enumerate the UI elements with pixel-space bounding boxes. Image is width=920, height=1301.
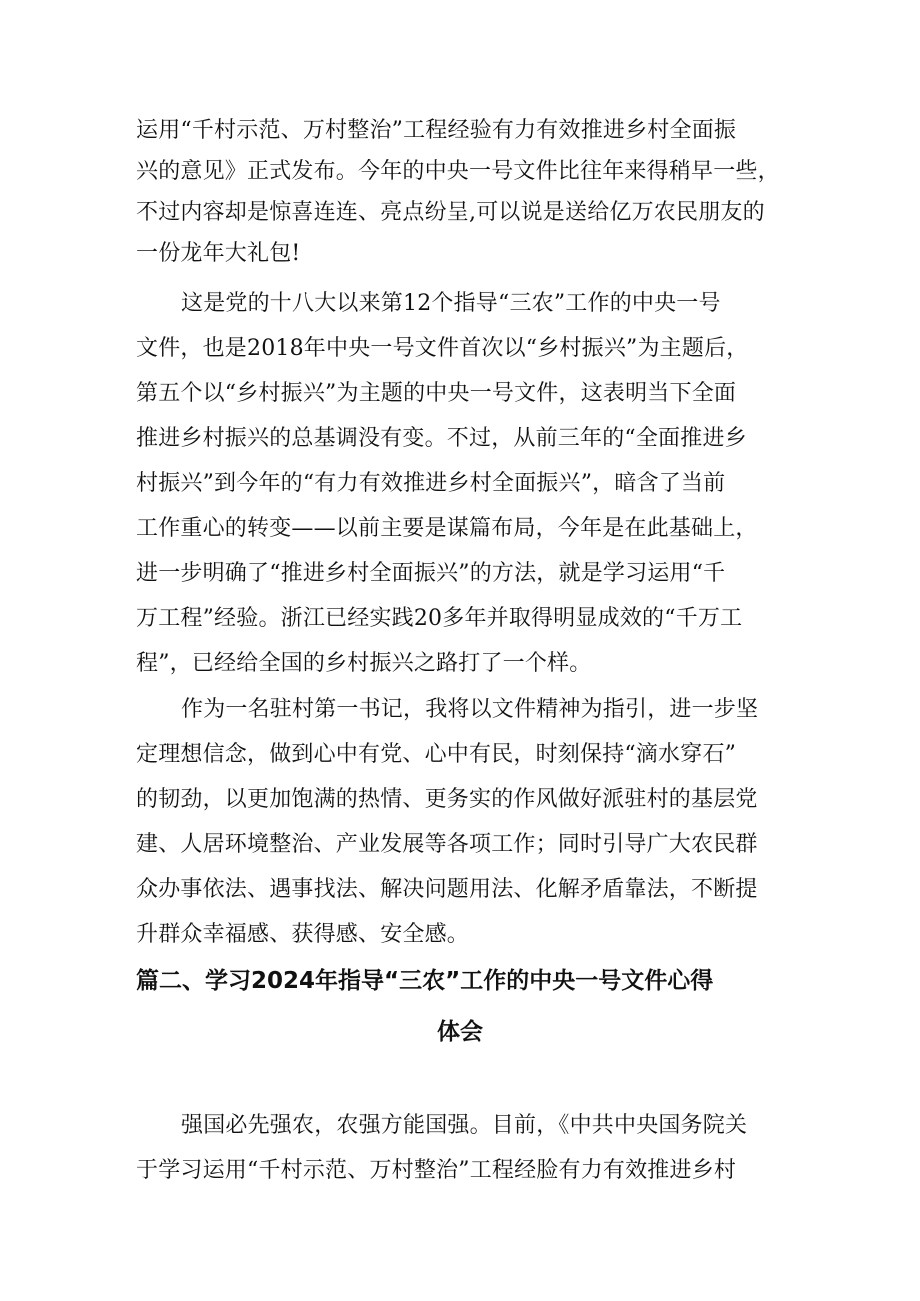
paragraph-line: 兴的意见》正式发布。今年的中央一号文件比往年来得稍早一些，	[136, 159, 780, 184]
paragraph-line: 不过内容却是惊喜连连、亮点纷呈,可以说是送给亿万农民朋友的	[136, 200, 765, 225]
paragraph-line: 工作重心的转变——以前主要是谋篇布局，今年是在此基础上，	[136, 516, 758, 541]
paragraph-line: 推进乡村振兴的总基调没有变。不过，从前三年的“全面推进乡	[136, 426, 747, 451]
paragraph-line: 建、人居环境整治、产业发展等各项工作；同时引导广大农民群	[136, 832, 758, 857]
paragraph-line: 众办事依法、遇事找法、解决问题用法、化解矛盾靠法，不断提	[136, 877, 758, 902]
paragraph-line: 定理想信念，做到心中有党、心中有民，时刻保持“滴水穿石”	[136, 742, 737, 767]
section-heading-continuation: 体会	[437, 1019, 483, 1045]
paragraph-line: 运用“千村示范、万村整治”工程经验有力有效推进乡村全面振	[136, 118, 737, 143]
paragraph-line: 这是党的十八大以来第12个指导“三农”工作的中央一号	[181, 291, 721, 316]
paragraph-line: 万工程”经验。浙江已经实践20多年并取得明显成效的“千万工	[136, 606, 743, 631]
paragraph-line: 村振兴”到今年的“有力有效推进乡村全面振兴”，暗含了当前	[136, 471, 726, 496]
paragraph-line: 进一步明确了“推进乡村全面振兴”的方法，就是学习运用“千	[136, 561, 726, 586]
paragraph-line: 第五个以“乡村振兴”为主题的中央一号文件，这表明当下全面	[136, 381, 737, 406]
paragraph-line: 一份龙年大礼包!	[136, 241, 301, 266]
section-heading: 篇二、学习2024年指导“三农”工作的中央一号文件心得	[136, 968, 714, 994]
paragraph-line: 的韧劲，以更加饱满的热情、更务实的作风做好派驻村的基层党	[136, 787, 758, 812]
paragraph-line: 程”，已经给全国的乡村振兴之路打了一个样。	[136, 651, 592, 676]
paragraph-line: 强国必先强农，农强方能国强。目前，《中共中央国务院关	[181, 1113, 748, 1138]
paragraph-line: 文件，也是2018年中央一号文件首次以“乡村振兴”为主题后，	[136, 336, 749, 361]
paragraph-line: 于学习运用“千村示范、万村整治”工程经脸有力有效推进乡村	[136, 1158, 737, 1183]
paragraph-line: 升群众幸福感、获得感、安全感。	[136, 922, 470, 947]
paragraph-line: 作为一名驻村第一书记，我将以文件精神为指引，进一步坚	[181, 697, 759, 722]
